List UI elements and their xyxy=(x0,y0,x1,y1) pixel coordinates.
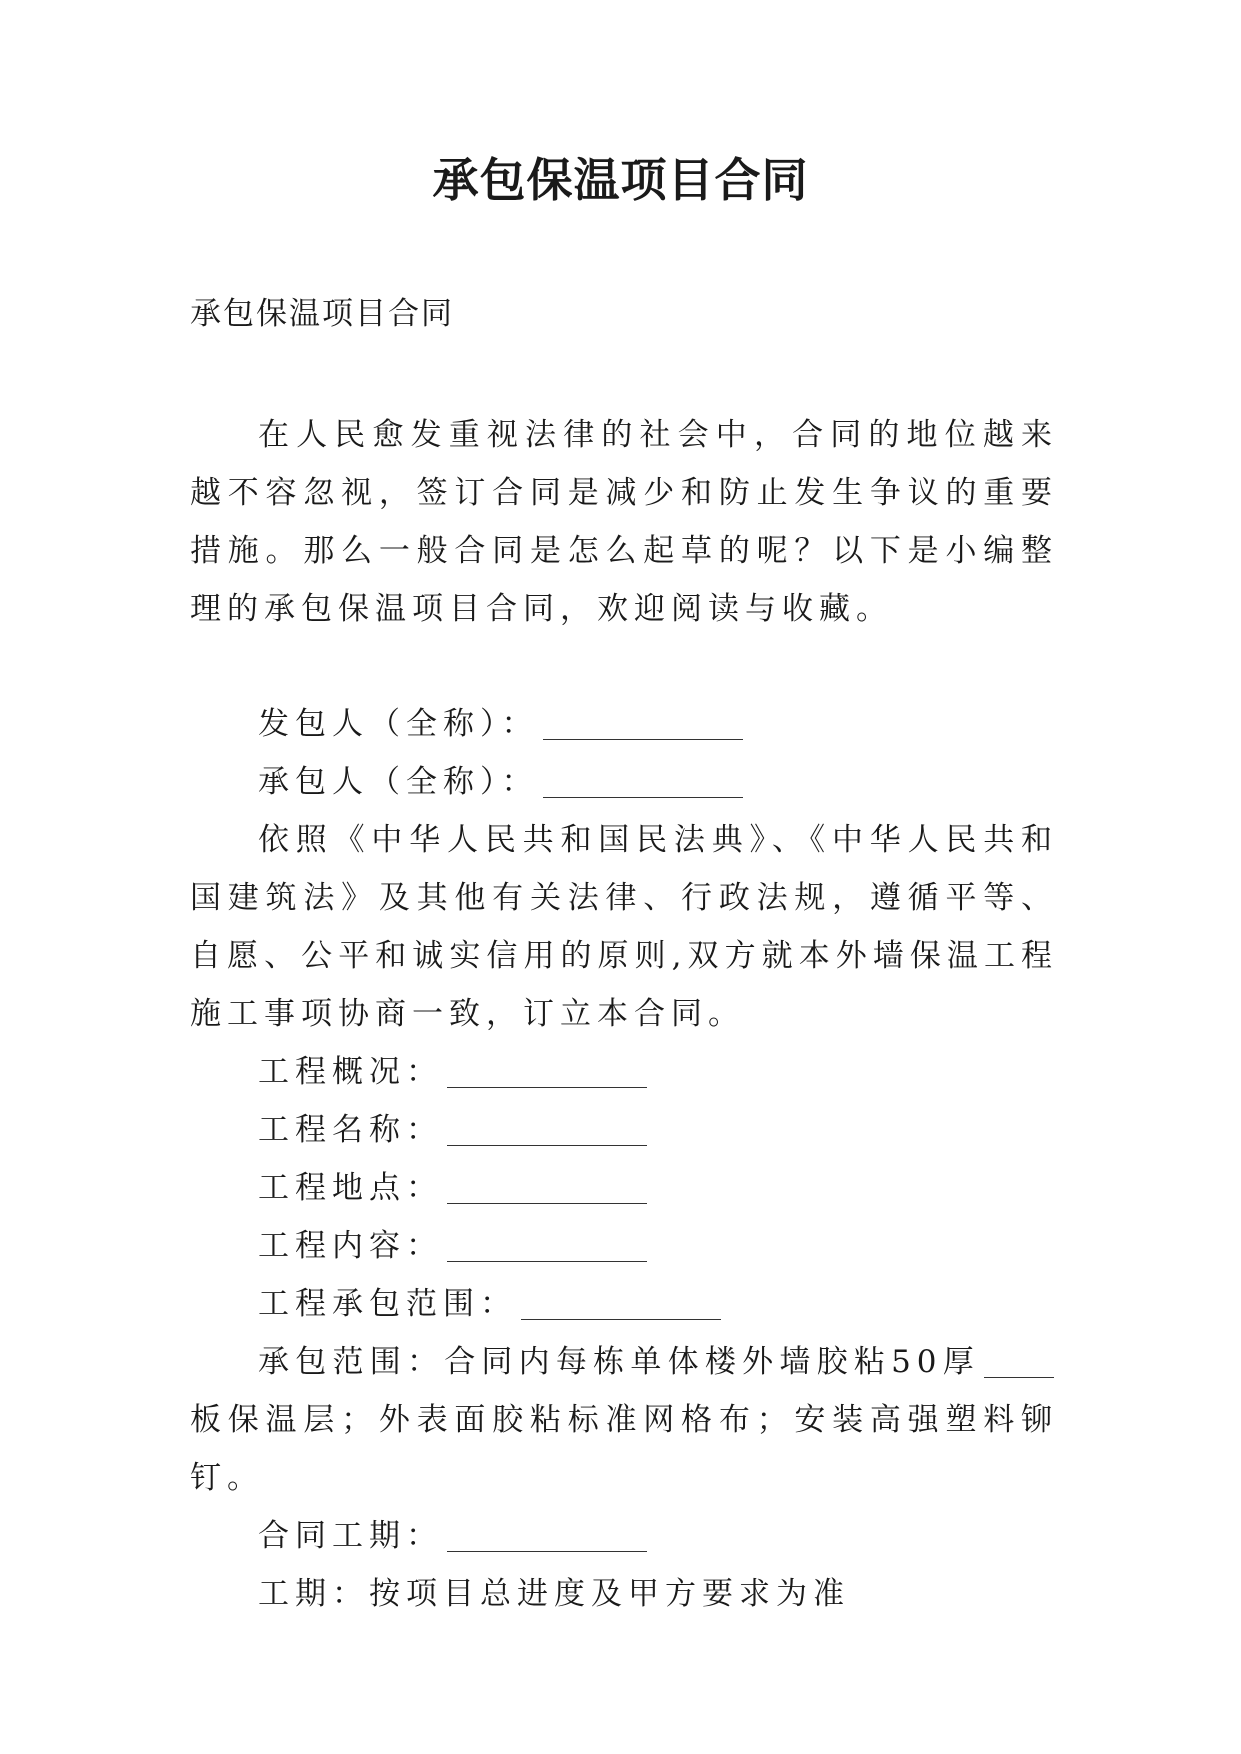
period-label: 合同工期： xyxy=(258,1518,443,1554)
contractor-label: 承包人（全称）： xyxy=(258,764,539,800)
location-blank[interactable] xyxy=(447,1173,647,1204)
content-blank[interactable] xyxy=(447,1231,647,1262)
contract-body xyxy=(190,695,1058,1623)
document-subtitle: 承包保温项目合同 xyxy=(190,296,454,332)
scope-line xyxy=(190,1275,1058,1333)
overview-blank[interactable] xyxy=(447,1057,647,1088)
overview-label: 工程概况： xyxy=(258,1054,443,1090)
intro-paragraph: 在人民愈发重视法律的社会中，合同的地位越来越不容忽视，签订合同是减少和防止发生争议的重要措施。那么一般合同是怎么起草的呢？以下是小编整理的承包保温项目合同，欢迎阅读与收藏。 xyxy=(190,417,1058,627)
content-label: 工程内容： xyxy=(258,1228,443,1264)
employer-label: 发包人（全称）： xyxy=(258,706,539,742)
scope-label: 工程承包范围： xyxy=(258,1286,517,1322)
location-line xyxy=(190,1159,1058,1217)
overview-line xyxy=(190,1043,1058,1101)
period-line xyxy=(190,1507,1058,1565)
board-type-blank[interactable] xyxy=(984,1347,1054,1378)
period-detail-line: 工期：按项目总进度及甲方要求为准 xyxy=(258,1576,850,1612)
location-label: 工程地点： xyxy=(258,1170,443,1206)
employer-blank[interactable] xyxy=(543,709,743,740)
project-name-label: 工程名称： xyxy=(258,1112,443,1148)
contractor-line xyxy=(190,753,1058,811)
project-name-blank[interactable] xyxy=(447,1115,647,1146)
scope-detail-after: 板保温层；外表面胶粘标准网格布；安装高强塑料铆钉。 xyxy=(190,1402,1058,1496)
project-name-line xyxy=(190,1101,1058,1159)
contractor-blank[interactable] xyxy=(543,767,743,798)
period-blank[interactable] xyxy=(447,1521,647,1552)
document-title: 承包保温项目合同 xyxy=(432,153,809,207)
scope-detail-before: 承包范围：合同内每栋单体楼外墙胶粘50厚 xyxy=(258,1344,980,1380)
scope-detail-paragraph xyxy=(190,1333,1058,1507)
scope-blank[interactable] xyxy=(521,1289,721,1320)
intro-section xyxy=(190,406,1058,638)
employer-line xyxy=(190,695,1058,753)
content-line xyxy=(190,1217,1058,1275)
basis-paragraph: 依照《中华人民共和国民法典》、《中华人民共和国建筑法》及其他有关法律、行政法规，遵循平等、自愿、公平和诚实信用的原则,双方就本外墙保温工程施工事项协商一致，订立本合同。 xyxy=(190,822,1058,1032)
